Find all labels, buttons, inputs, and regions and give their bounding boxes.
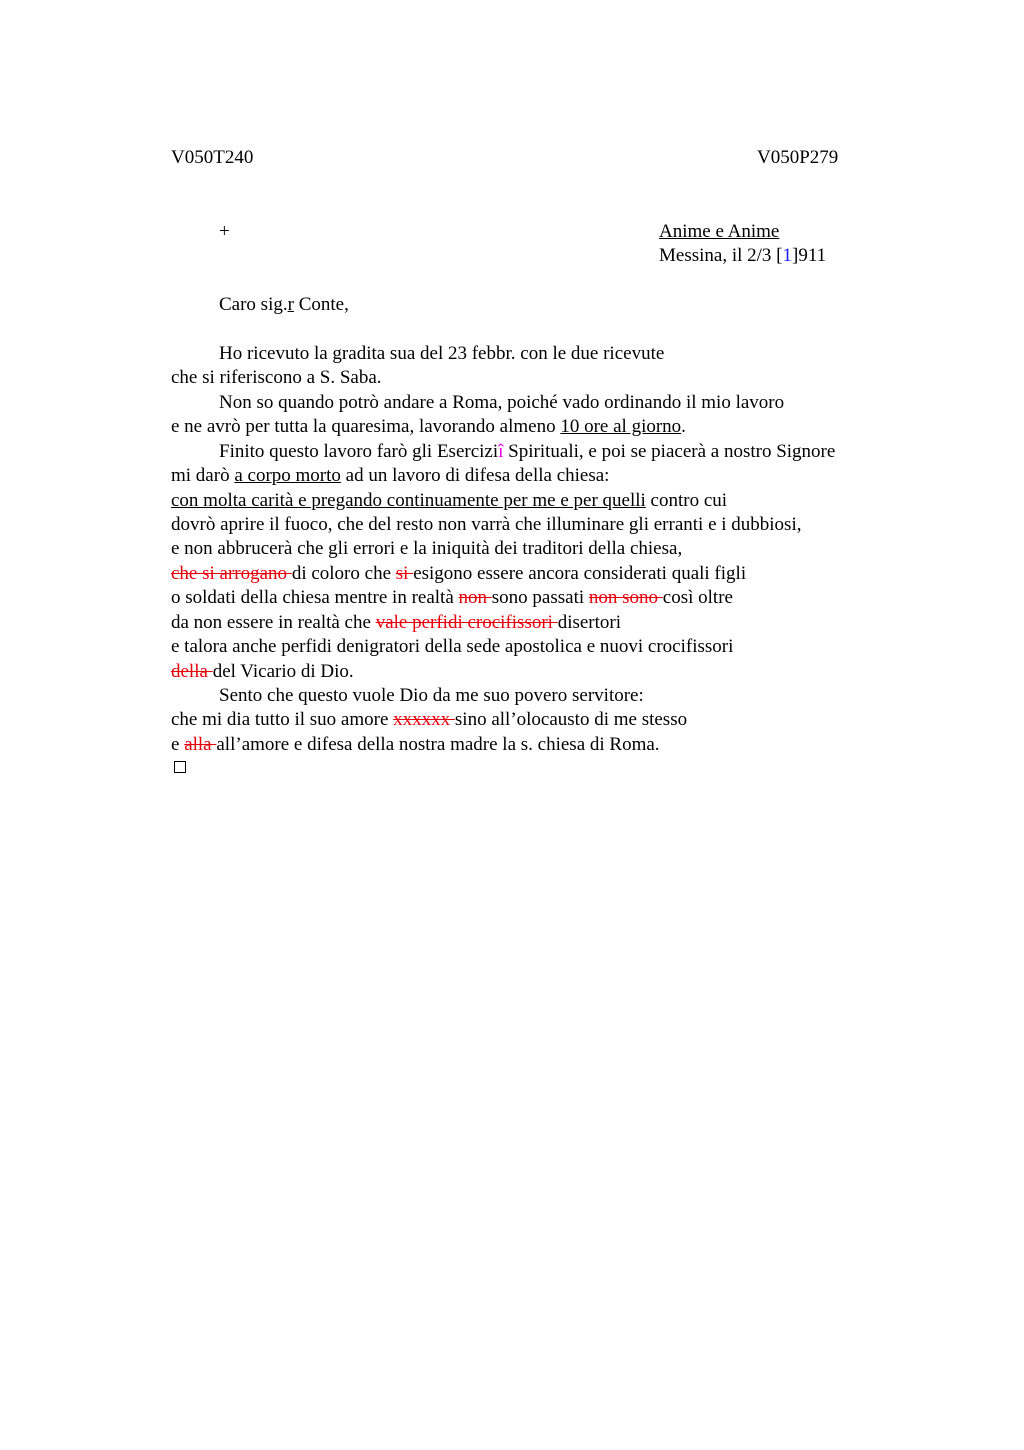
body-line-6-a: mi darò [171,465,235,486]
body-line-3: Non so quando potrò andare a Roma, poiché vado ordinando il mio lavoro [219,392,785,413]
body-line-4 [171,415,686,439]
end-square-icon [174,761,186,773]
body-line-9: e non abbrucerà che gli errori e la iniquità dei traditori della chiesa, [171,538,683,559]
header-right-code: V050P279 [757,147,839,168]
body-line-14-b: del Vicario di Dio. [212,661,354,682]
body-line-12-c: disertori [557,612,622,633]
body-line-11-deleted-1: non [458,587,492,608]
body-line-6-c: ad un lavoro di difesa della chiesa: [340,465,610,486]
body-line-14 [171,660,354,684]
body-line-10-deleted-1: che si arrogano [171,563,292,584]
body-line-17 [171,733,660,757]
body-line-14-deleted: della [171,661,213,682]
body-line-4-c: . [681,416,686,437]
body-line-12 [171,611,621,635]
body-line-10-deleted-2: si [395,563,414,584]
header-left-code: V050T240 [171,147,254,168]
salutation-after: Conte, [293,294,349,315]
body-line-6 [171,464,609,488]
body-line-13: e talora anche perfidi denigratori della sede apostolica e nuovi crocifissori [171,636,734,657]
salutation [219,293,349,317]
body-line-1: Ho ricevuto la gradita sua del 23 febbr. con le due ricevute [219,343,665,364]
body-line-11-c: sono passati [491,587,589,608]
body-line-17-a: e [171,734,185,755]
body-line-12-a: da non essere in realtà che [171,612,376,633]
body-line-17-c: all’amore e difesa della nostra madre la s. chiesa di Roma. [216,734,660,755]
place-date-suffix: ]911 [792,245,827,266]
body-line-16-c: sino all’olocausto di me stesso [454,709,688,730]
body-line-5 [219,440,835,464]
body-line-10-b: di coloro che [291,563,396,584]
body-line-10 [171,562,746,586]
salutation-sup: r [287,294,294,315]
body-line-11-e: così oltre [662,587,733,608]
body-line-16-a: che mi dia tutto il suo amore [171,709,394,730]
salutation-before: Caro sig. [219,294,288,315]
body-line-16-deleted: xxxxxx [393,709,455,730]
body-line-7 [171,489,727,513]
body-line-7-underlined: con molta carità e pregando continuamente per me e per quelli [171,490,646,511]
body-line-5-c: Spirituali, e poi se piacerà a nostro Signore [503,441,836,462]
body-line-8: dovrò aprire il fuoco, che del resto non varrà che illuminare gli erranti e i dubbiosi, [171,514,802,535]
body-line-12-deleted: vale perfidi crocifissori [375,612,558,633]
place-date [659,244,826,268]
body-line-4-a: e ne avrò per tutta la quaresima, lavorando almeno [171,416,561,437]
body-line-15: Sento che questo vuole Dio da me suo povero servitore: [219,685,644,706]
place-date-bracket-digit: 1 [782,245,792,266]
body-line-7-b: contro cui [645,490,728,511]
body-line-6-underlined: a corpo morto [234,465,341,486]
body-line-16 [171,708,687,732]
body-line-5-correction: î [498,441,504,462]
body-line-4-underlined: 10 ore al giorno [560,416,682,437]
place-date-prefix: Messina, il 2/3 [ [659,245,783,266]
body-line-17-deleted: alla [184,734,217,755]
body-line-11-deleted-2: non sono [588,587,663,608]
cross-mark: + [219,221,230,242]
body-line-2: che si riferiscono a S. Saba. [171,367,382,388]
body-line-10-d: esigono essere ancora considerati quali figli [413,563,747,584]
body-line-5-a: Finito questo lavoro farò gli Esercizi [219,441,499,462]
body-line-11-a: o soldati della chiesa mentre in realtà [171,587,459,608]
letter-title: Anime e Anime [659,221,780,242]
body-line-11 [171,586,733,610]
